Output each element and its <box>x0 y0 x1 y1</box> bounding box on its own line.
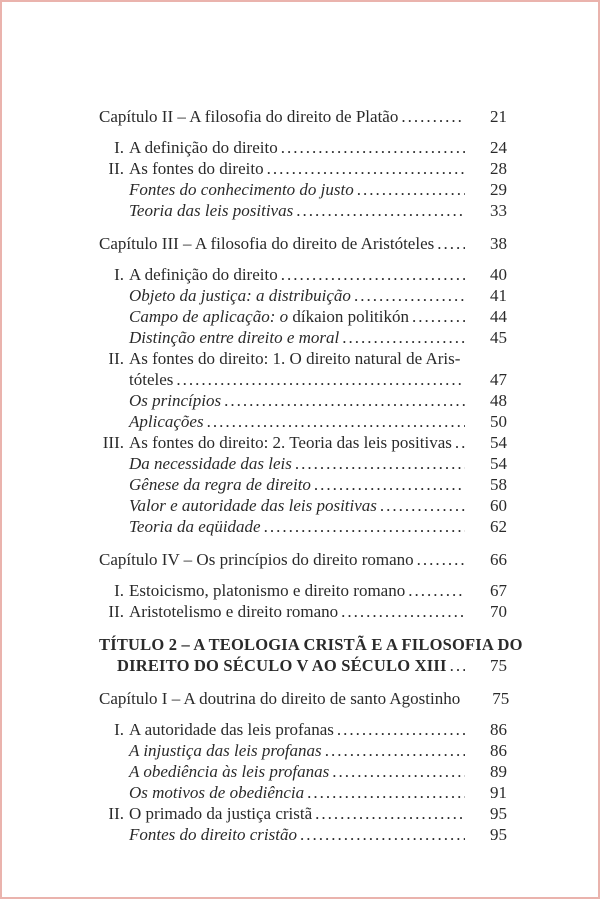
dot-leader <box>300 824 465 845</box>
toc-entry <box>99 179 507 200</box>
entry-numeral: I. <box>114 720 124 739</box>
dot-leader <box>295 453 465 474</box>
entry-text <box>129 516 261 537</box>
dot-leader <box>224 390 465 411</box>
entry-numeral: I. <box>114 581 124 600</box>
toc-entry <box>99 782 507 803</box>
toc-entry <box>99 740 507 761</box>
dot-leader <box>354 285 465 306</box>
entry-text <box>129 761 329 782</box>
entry-numeral: I. <box>114 265 124 284</box>
entry-page-number: 33 <box>490 201 507 220</box>
entry-text-main: Teoria das leis positivas <box>129 201 294 220</box>
dot-leader <box>412 306 465 327</box>
dot-leader <box>207 411 465 432</box>
dot-leader <box>264 516 465 537</box>
entry-page-number: 28 <box>490 159 507 178</box>
entry-text <box>99 549 414 570</box>
entry-page-number: 58 <box>490 475 507 494</box>
entry-page-number: 40 <box>490 265 507 284</box>
entry-text-main: Capítulo II – A filosofia do direito de Platão <box>99 107 399 126</box>
entry-text <box>99 233 434 254</box>
toc-entry <box>99 306 507 327</box>
dot-leader <box>341 601 465 622</box>
entry-text-main: Valor e autoridade das leis positivas <box>129 496 377 515</box>
entry-text-main: A definição do direito <box>129 138 278 157</box>
entry-text-roman: díkaion politikón <box>288 307 409 326</box>
entry-text-main: Campo de aplicação: o <box>129 307 289 326</box>
entry-page-number: 54 <box>490 433 507 452</box>
toc-entry <box>99 453 507 474</box>
entry-page-number: 75 <box>492 689 510 708</box>
dot-leader <box>332 761 465 782</box>
toc-entry <box>99 158 507 179</box>
entry-text <box>129 453 292 474</box>
entry-text-main: O primado da justiça cristã <box>129 804 313 823</box>
toc-entry <box>99 432 507 453</box>
entry-text-main: Capítulo IV – Os princípios do direito romano <box>99 550 414 569</box>
entry-text <box>129 137 278 158</box>
entry-text-main: Objeto da justiça: a distribuição <box>129 286 351 305</box>
toc-entry <box>99 495 507 516</box>
entry-numeral: II. <box>108 804 124 823</box>
entry-text <box>129 782 304 803</box>
toc-entry <box>99 390 507 411</box>
entry-page-number: 47 <box>490 370 507 389</box>
toc-entry <box>99 285 507 306</box>
entry-page-number: 95 <box>490 825 507 844</box>
entry-text-main: Fontes do direito cristão <box>129 825 297 844</box>
toc-entry <box>99 200 507 221</box>
toc-entry <box>99 348 507 369</box>
toc-entry <box>99 411 507 432</box>
entry-page-number: 50 <box>490 412 507 431</box>
entry-text-main: As fontes do direito: 1. O direito natural de Aris- <box>129 349 461 368</box>
dot-leader <box>267 158 465 179</box>
entry-text <box>129 432 452 453</box>
entry-text <box>129 306 409 327</box>
toc-entry <box>99 137 507 158</box>
toc-entry <box>99 688 510 709</box>
entry-text <box>117 655 447 676</box>
dot-leader <box>315 803 465 824</box>
toc-entry <box>99 580 507 601</box>
entry-text <box>129 740 322 761</box>
dot-leader <box>337 719 465 740</box>
dot-leader <box>437 233 465 254</box>
entry-text-main: As fontes do direito <box>129 159 264 178</box>
entry-text-main: Os princípios <box>129 391 222 410</box>
entry-text <box>129 158 264 179</box>
entry-text <box>129 264 278 285</box>
entry-numeral: I. <box>114 138 124 157</box>
entry-text <box>129 495 377 516</box>
entry-text-main: Fontes do conhecimento do justo <box>129 180 354 199</box>
entry-numeral: III. <box>102 433 124 452</box>
entry-page-number: 95 <box>490 804 507 823</box>
entry-text <box>99 634 523 655</box>
entry-page-number: 60 <box>490 496 507 515</box>
entry-text <box>129 601 338 622</box>
toc-list <box>99 106 523 845</box>
toc-entry <box>99 549 507 570</box>
dot-leader <box>380 495 465 516</box>
toc-entry <box>99 803 507 824</box>
entry-text-main: Os motivos de obediência <box>129 783 305 802</box>
dot-leader <box>455 432 465 453</box>
entry-page-number: 45 <box>490 328 507 347</box>
entry-text-main: Estoicismo, platonismo e direito romano <box>129 581 406 600</box>
entry-text-main: Capítulo III – A filosofia do direito de Aristóteles <box>99 234 435 253</box>
entry-text-main: Aristotelismo e direito romano <box>129 602 339 621</box>
entry-numeral: II. <box>108 159 124 178</box>
entry-text <box>129 719 334 740</box>
dot-leader <box>401 106 465 127</box>
entry-page-number: 86 <box>490 741 507 760</box>
entry-text <box>129 327 339 348</box>
entry-text-main: A obediência às leis profanas <box>129 762 330 781</box>
dot-leader <box>281 264 465 285</box>
entry-text <box>129 474 311 495</box>
entry-numeral: II. <box>108 602 124 621</box>
toc-entry <box>99 369 507 390</box>
entry-text <box>129 200 293 221</box>
dot-leader <box>314 474 465 495</box>
entry-text-main: A definição do direito <box>129 265 278 284</box>
entry-text <box>129 369 173 390</box>
entry-text <box>129 285 351 306</box>
entry-text-main: Gênese da regra de direito <box>129 475 311 494</box>
toc-entry <box>99 264 507 285</box>
toc-entry <box>99 601 507 622</box>
entry-text-main: As fontes do direito: 2. Teoria das leis positivas <box>129 433 452 452</box>
entry-page-number: 44 <box>490 307 507 326</box>
toc-entry <box>99 474 507 495</box>
entry-page-number: 75 <box>490 656 507 675</box>
entry-text-main: A autoridade das leis profanas <box>129 720 334 739</box>
entry-page-number: 48 <box>490 391 507 410</box>
toc-entry <box>99 327 507 348</box>
entry-text-main: Distinção entre direito e moral <box>129 328 340 347</box>
dot-leader <box>357 179 465 200</box>
entry-page-number: 41 <box>490 286 507 305</box>
entry-text <box>129 390 221 411</box>
entry-page-number: 91 <box>490 783 507 802</box>
entry-page-number: 67 <box>490 581 507 600</box>
entry-text-main: Aplicações <box>129 412 204 431</box>
entry-text <box>129 580 405 601</box>
entry-page-number: 54 <box>490 454 507 473</box>
toc-entry <box>99 719 507 740</box>
entry-text <box>99 688 460 709</box>
dot-leader <box>408 580 465 601</box>
dot-leader <box>281 137 465 158</box>
dot-leader <box>325 740 465 761</box>
entry-text <box>129 411 204 432</box>
entry-text-main: Da necessidade das leis <box>129 454 292 473</box>
entry-text <box>129 803 312 824</box>
toc-entry <box>99 634 523 655</box>
dot-leader <box>296 200 465 221</box>
entry-text-main: Teoria da eqüidade <box>129 517 261 536</box>
entry-page-number: 66 <box>490 550 507 569</box>
entry-page-number: 62 <box>490 517 507 536</box>
entry-page-number: 70 <box>490 602 507 621</box>
dot-leader <box>307 782 465 803</box>
entry-text-main: Capítulo I – A doutrina do direito de santo Agostinho <box>99 689 461 708</box>
toc-entry <box>99 233 507 254</box>
entry-text-main: tóteles <box>129 370 174 389</box>
dot-leader <box>176 369 465 390</box>
toc-entry <box>99 824 507 845</box>
dot-leader <box>342 327 465 348</box>
toc-entry <box>99 761 507 782</box>
entry-text <box>99 106 398 127</box>
entry-page-number: 89 <box>490 762 507 781</box>
dot-leader <box>450 655 465 676</box>
entry-page-number: 86 <box>490 720 507 739</box>
entry-page-number: 21 <box>490 107 507 126</box>
entry-text <box>129 179 354 200</box>
entry-page-number: 29 <box>490 180 507 199</box>
entry-page-number: 24 <box>490 138 507 157</box>
dot-leader <box>417 549 465 570</box>
entry-text-main: TÍTULO 2 – A TEOLOGIA CRISTÃ E A FILOSOFIA DO <box>99 635 523 654</box>
entry-page-number: 38 <box>490 234 507 253</box>
entry-text-main: DIREITO DO SÉCULO V AO SÉCULO XIII <box>117 656 447 675</box>
entry-text <box>129 824 297 845</box>
toc-entry <box>99 106 507 127</box>
toc-entry <box>99 655 507 676</box>
entry-numeral: II. <box>108 349 124 368</box>
entry-text-main: A injustiça das leis profanas <box>129 741 322 760</box>
toc-entry <box>99 516 507 537</box>
entry-text <box>129 348 460 369</box>
